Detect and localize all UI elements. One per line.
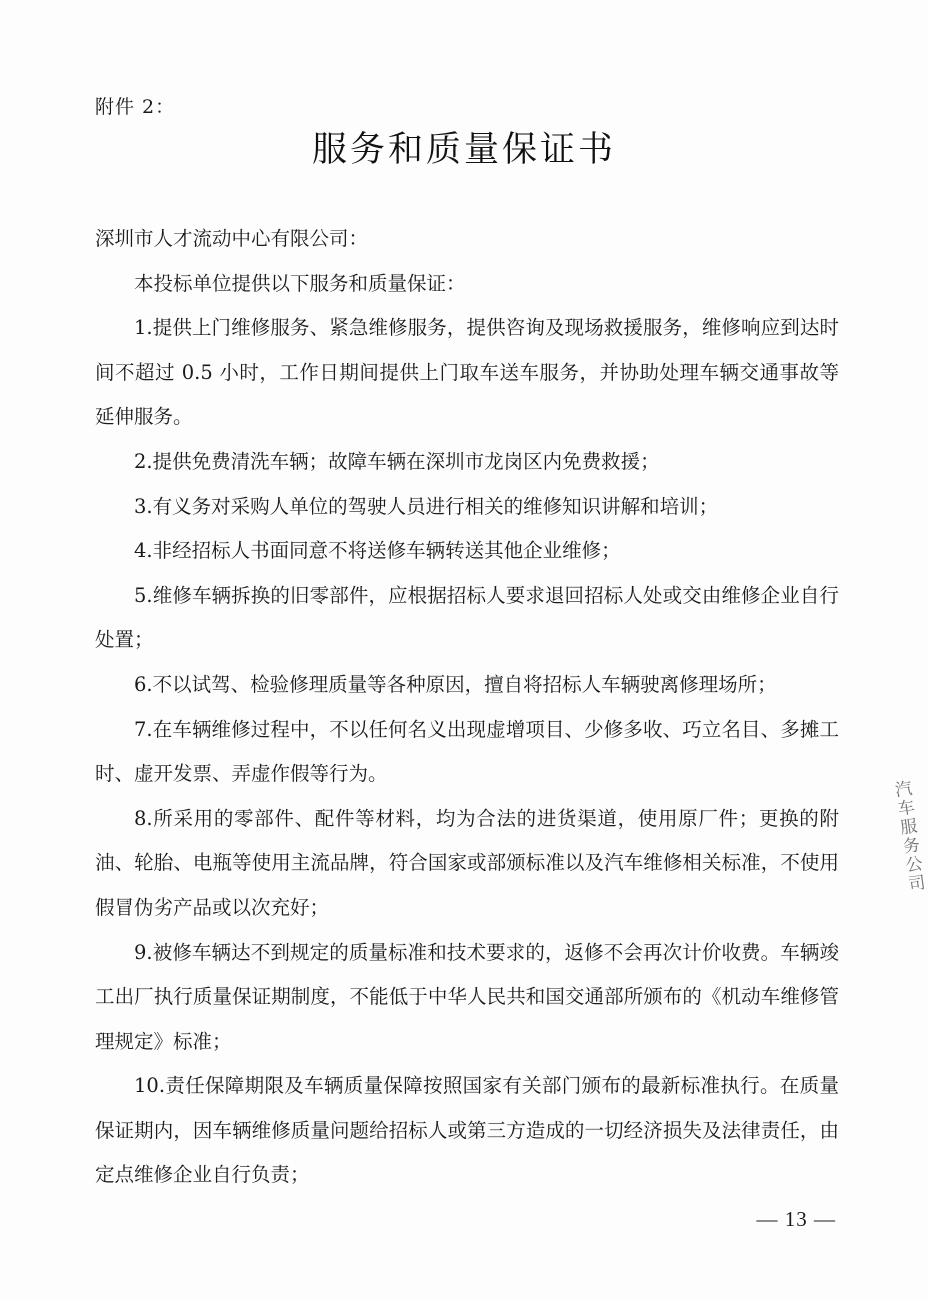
clause-4: 4.非经招标人书面同意不将送修车辆转送其他企业维修； — [134, 539, 621, 563]
clause-8: 8.所采用的零部件、配件等材料，均为合法的进货渠道，使用原厂件；更换的附油、轮胎、电瓶等使用主流品牌，符合国家或部颁标准以及汽车维修相关标准，不使用假冒伪劣产品或以次充好； — [95, 806, 839, 919]
intro-paragraph: 本投标单位提供以下服务和质量保证： — [134, 271, 466, 295]
attachment-label: 附件 2： — [95, 96, 176, 118]
document-title: 服务和质量保证书 — [311, 130, 616, 170]
clause-3: 3.有义务对采购人单位的驾驶人员进行相关的维修知识讲解和培训； — [134, 494, 719, 518]
clause-2: 2.提供免费清洗车辆；故障车辆在深圳市龙岗区内免费救援； — [134, 449, 660, 473]
document-body — [95, 217, 839, 1198]
clause-9: 9.被修车辆达不到规定的质量标准和技术要求的，返修不会再次计价收费。车辆竣工出厂执行质量保证期制度，不能低于中华人民共和国交通部所颁布的《机动车维修管理规定》标准； — [95, 940, 839, 1053]
clause-6: 6.不以试驾、检验修理质量等各种原因，擅自将招标人车辆驶离修理场所； — [134, 672, 777, 696]
page-number: — 13 — — [756, 1207, 836, 1231]
addressee: 深圳市人才流动中心有限公司： — [95, 227, 369, 250]
clause-10: 10.责任保障期限及车辆质量保障按照国家有关部门颁布的最新标准执行。在质量保证期内，因车辆维修质量问题给招标人或第三方造成的一切经济损失及法律责任，由定点维修企业自行负责； — [95, 1074, 839, 1187]
clause-1: 1.提供上门维修服务、紧急维修服务，提供咨询及现场救援服务，维修响应到达时间不超过 0.5 小时，工作日期间提供上门取车送车服务，并协助处理车辆交通事故等延伸服务。 — [95, 316, 839, 429]
seal-stamp-fragment: 汽车服务公司 — [889, 778, 926, 895]
clause-5: 5.维修车辆拆换的旧零部件，应根据招标人要求退回招标人处或交由维修企业自行处置； — [95, 583, 839, 652]
clause-7: 7.在车辆维修过程中，不以任何名义出现虚增项目、少修多收、巧立名目、多摊工时、虚开发票、弄虚作假等行为。 — [95, 717, 839, 786]
